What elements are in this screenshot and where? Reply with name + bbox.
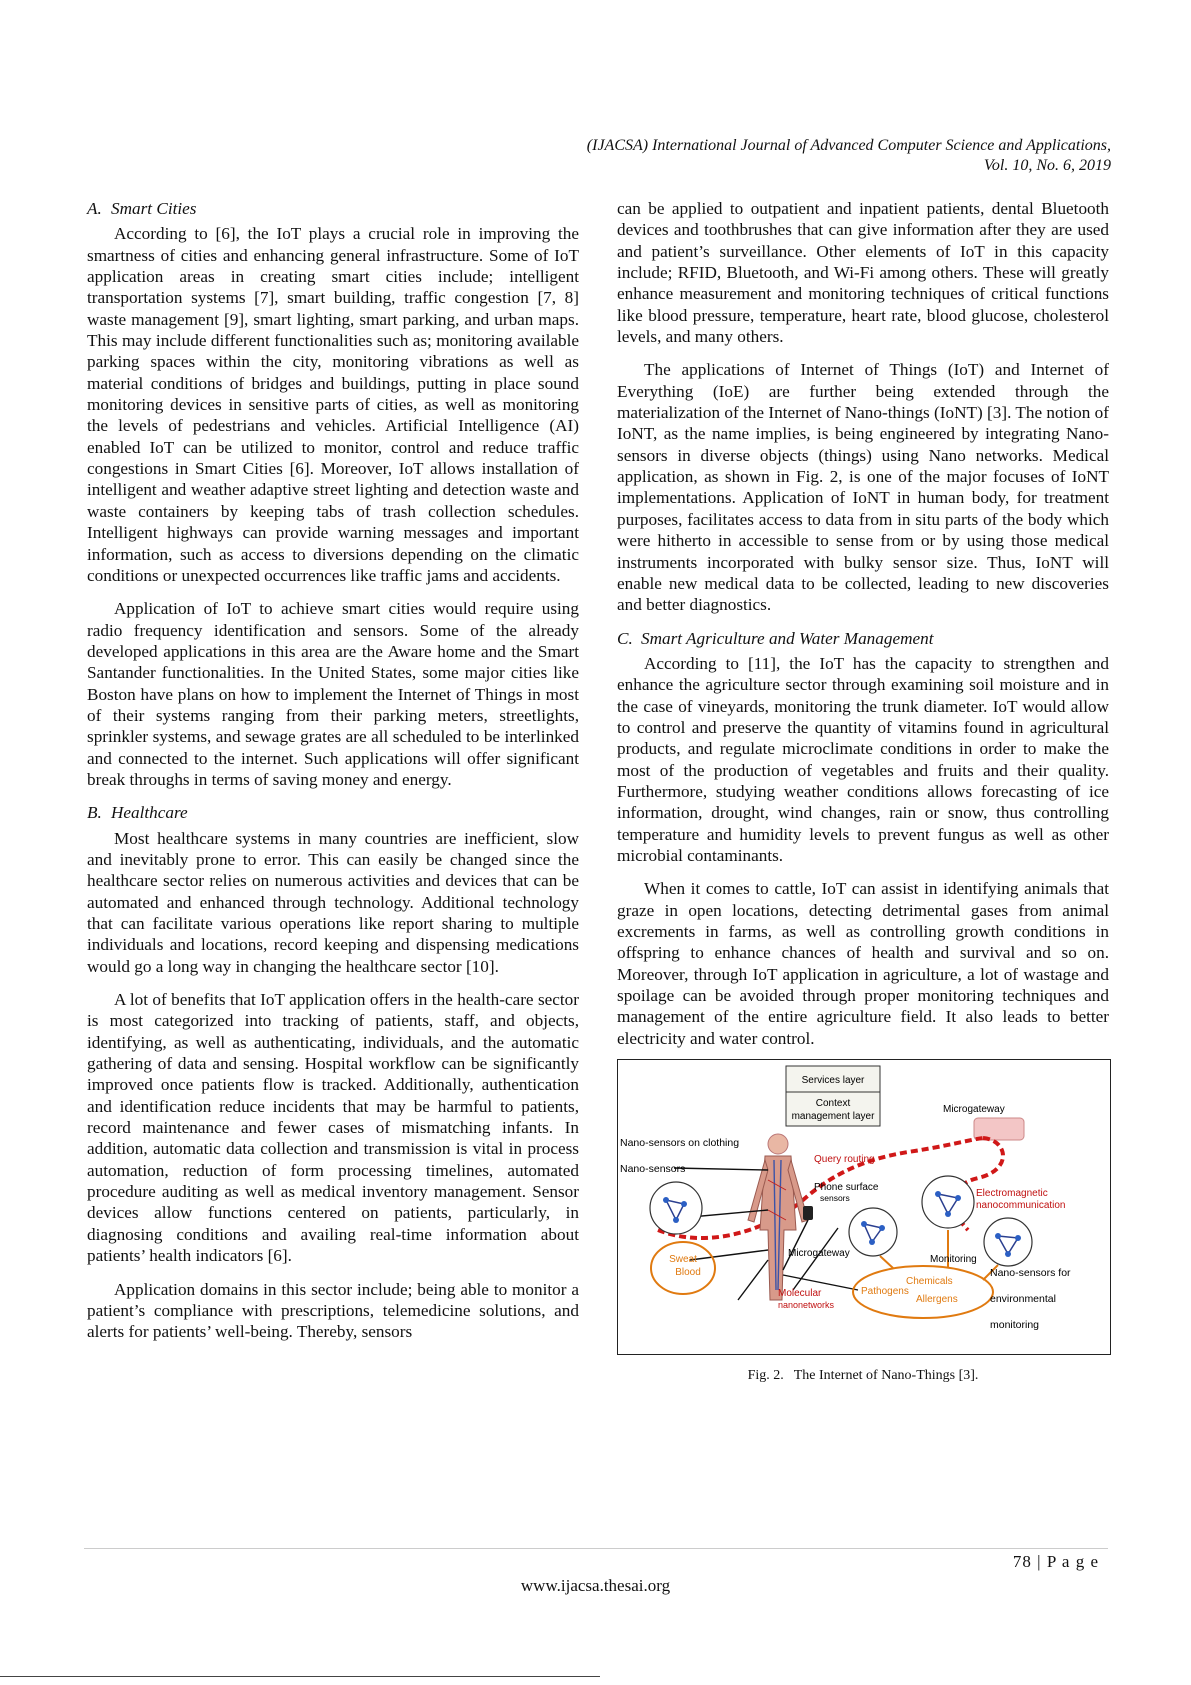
figure-caption: [617, 1365, 1109, 1386]
nano-env-label-1: Nano-sensors for: [990, 1267, 1071, 1280]
context-layer-label-2: management layer: [791, 1111, 875, 1123]
nano-env-label-3: monitoring: [990, 1319, 1040, 1332]
phone-surface-sensor-node: [849, 1208, 897, 1256]
phone-surface-label-2: sensors: [820, 1193, 850, 1204]
journal-header: [411, 136, 1111, 176]
monitoring-label: Monitoring: [930, 1254, 977, 1266]
microgateway-top-label: Microgateway: [943, 1104, 1005, 1116]
page-number: 78 | P a g e: [1012, 1552, 1099, 1571]
microgateway-bottom-label: Microgateway: [788, 1248, 850, 1260]
section-heading-c: [617, 628, 1109, 649]
chemicals-label: Chemicals: [906, 1276, 953, 1288]
caption-text: The Internet of Nano-Things [3].: [793, 1368, 979, 1384]
section-title: Healthcare: [111, 803, 188, 823]
paragraph: Application domains in this sector include; being able to monitor a patient’s compliance with prescriptions, telemedicine solutions, and alerts for patients’ well-being. Thereby, sensors: [87, 1279, 579, 1342]
footer-divider: [84, 1548, 1108, 1549]
left-column: [87, 198, 579, 1343]
paragraph: can be applied to outpatient and inpatient patients, dental Bluetooth devices and toothbrushes that can give information after they are used and patient’s surveillance. Other elements of IoT in this capacity include; RFID, Bluetooth, and Wi-Fi among others. These will greatly enhance measurement and monitoring techniques of critical functions like blood pressure, temperature, heart rate, blood glucose, cholesterol levels, and many others.: [617, 199, 1109, 347]
section-letter: B.: [87, 803, 102, 823]
paragraph: When it comes to cattle, IoT can assist in identifying animals that graze in open locations, detecting detrimental gases from animal excrements in farms, as well as controlling growth conditions in offspring to enhance chances of health and survival and so on. Moreover, through IoT application in agriculture, a lot of wastage and spoilage can be avoided through proper monitoring techniques and management of the entire agriculture field. It also leads to better electricity and water control.: [617, 879, 1109, 1048]
paragraph: Application of IoT to achieve smart cities would require using radio frequency identification and sensors. Some of the already developed applications in this area are the Aware home and the Smart Santander functionalities. In the United States, some major cities like Boston have plans on how to implement the Internet of Things in most of their systems ranging from their parking meters, streetlights, sprinkler systems, and sewage grates are all scheduled to be interlinked and connected to the internet. Such applications will offer significant break throughs in terms of saving money and energy.: [87, 599, 579, 789]
sweat-label: Sweat: [669, 1254, 697, 1266]
paragraph: The applications of Internet of Things (IoT) and Internet of Everything (IoE) are further being extended through the materialization of the Internet of Nano-things (IoNT) [3]. The notion of IoNT, as the name implies, is being engineered by integrating Nano-sensors in diverse objects (things) using Nano networks. Medical application, as shown in Fig. 2, is one of the major focuses of IoNT implementations. Application of IoNT in human body, for treatment purposes, facilitates access to data from in situ parts of the body which were hitherto in accessible to sense from or by using those medical instruments incorporated with bulky sensor size. Thus, IoNT will enable new medical data to be collected, leading to new discoveries and better diagnostics.: [617, 360, 1109, 615]
section-letter: A.: [87, 199, 102, 218]
section-title: Smart Agriculture and Water Management: [641, 628, 934, 648]
services-layer-label: Services layer: [801, 1075, 865, 1087]
paragraph: According to [6], the IoT plays a crucial role in improving the smartness of cities and enhancing general infrastructure. Some of IoT application areas in creating smart cities include; intelligent transportation systems [7], smart building, traffic congestion [7, 8] waste management [9], smart lighting, smart parking, and urban maps. This may include different functionalities such as; monitoring available parking spaces within the city, monitoring vibrations as well as material conditions of bridges and buildings, putting in place sound monitoring devices in sensitive parts of cities, as well as monitoring the levels of pedestrians and vehicles. Artificial Intelligence (AI) enabled IoT can be utilized to monitor, control and reduce traffic congestions in Smart Cities [6]. Moreover, IoT allows installation of intelligent and weather adaptive street lighting and detection waste and waste containers by keeping tabs of trash collection schedules. Intelligent highways can provide warning messages and important information, such as access to diversions depending on the climatic conditions or unexpected occurrences like traffic jams and accidents.: [87, 224, 579, 585]
nano-sensors-label: Nano-sensors: [620, 1163, 686, 1176]
em-label-1: Electromagnetic: [976, 1188, 1048, 1200]
paragraph: A lot of benefits that IoT application offers in the health-care sector is most categorized into tracking of patients, staff, and objects, identifying, as well as authenticating, individuals, and the automatic gathering of data and sensing. Hospital workflow can be significantly improved once patients flow is tracked. Additionally, authentication and identification reduce incidents that may be harmful to patients, record maintenance and fewer cases of mismatching infants. In addition, automatic data collection and transmission is vital in process automation, reduction of form processing timelines, automated procedure auditing as well as medical inventory management. Sensor devices allow functions centered on patients, particularly, in diagnosing conditions and availing real-time information about patients’ health indicators [6].: [87, 990, 579, 1266]
phone-surface-label-1: Phone surface: [814, 1182, 879, 1194]
nano-sensor-node-left: [650, 1182, 702, 1234]
em-nanocommunication-node: [922, 1176, 974, 1228]
pathogens-label: Pathogens: [861, 1286, 909, 1298]
journal-name: (IJACSA) International Journal of Advanced Computer Science and Applications,: [586, 137, 1111, 154]
molecular-label-2: nanonetworks: [778, 1300, 835, 1311]
journal-volume: Vol. 10, No. 6, 2019: [983, 157, 1111, 174]
iont-figure: [617, 1059, 1111, 1355]
section-title: Smart Cities: [111, 199, 197, 218]
paragraph: Most healthcare systems in many countries are inefficient, slow and inevitably prone to error. This can easily be changed since the healthcare sector relies on numerous activities and devices that can be automated and enhanced through technology. Additional technology that can facilitate various operations like report sharing to multiple individuals and locations, record keeping and dispensing medications would go a long way in changing the healthcare sector [10].: [87, 828, 579, 976]
iont-diagram: [618, 1060, 1109, 1353]
environmental-sensor-node: [984, 1218, 1032, 1266]
phone-icon: [803, 1206, 813, 1220]
section-heading-a: [87, 198, 579, 219]
nano-clothing-label: Nano-sensors on clothing: [620, 1137, 740, 1150]
section-heading-b: [87, 802, 579, 823]
context-layer-label-1: Context: [815, 1098, 851, 1110]
bottom-divider: [0, 1676, 600, 1677]
right-column: [617, 198, 1109, 1386]
nano-env-label-2: environmental: [990, 1293, 1056, 1306]
allergens-label: Allergens: [916, 1294, 958, 1306]
molecular-label-1: Molecular: [778, 1288, 822, 1300]
paragraph: According to [11], the IoT has the capacity to strengthen and enhance the agriculture sector through examining soil moisture and in the case of vineyards, monitoring the trunk diameter. IoT would allow to control and preserve the quantity of vitamins found in agricultural products, and regulate microclimate conditions in order to make the most of the production of vegetables and fruits and their quality. Furthermore, studying weather conditions allows forecasting of ice information, drought, wind changes, rain or snow, thus controlling temperature and humidity levels to prevent fungus as well as other microbial contaminants.: [617, 653, 1109, 865]
query-routing-label: Query routing: [814, 1154, 875, 1166]
caption-number: Fig. 2.: [747, 1368, 784, 1384]
em-label-2: nanocommunication: [976, 1200, 1066, 1212]
blood-label: Blood: [675, 1267, 701, 1279]
footer-website: www.ijacsa.thesai.org: [520, 1576, 671, 1595]
section-letter: C.: [617, 628, 633, 648]
